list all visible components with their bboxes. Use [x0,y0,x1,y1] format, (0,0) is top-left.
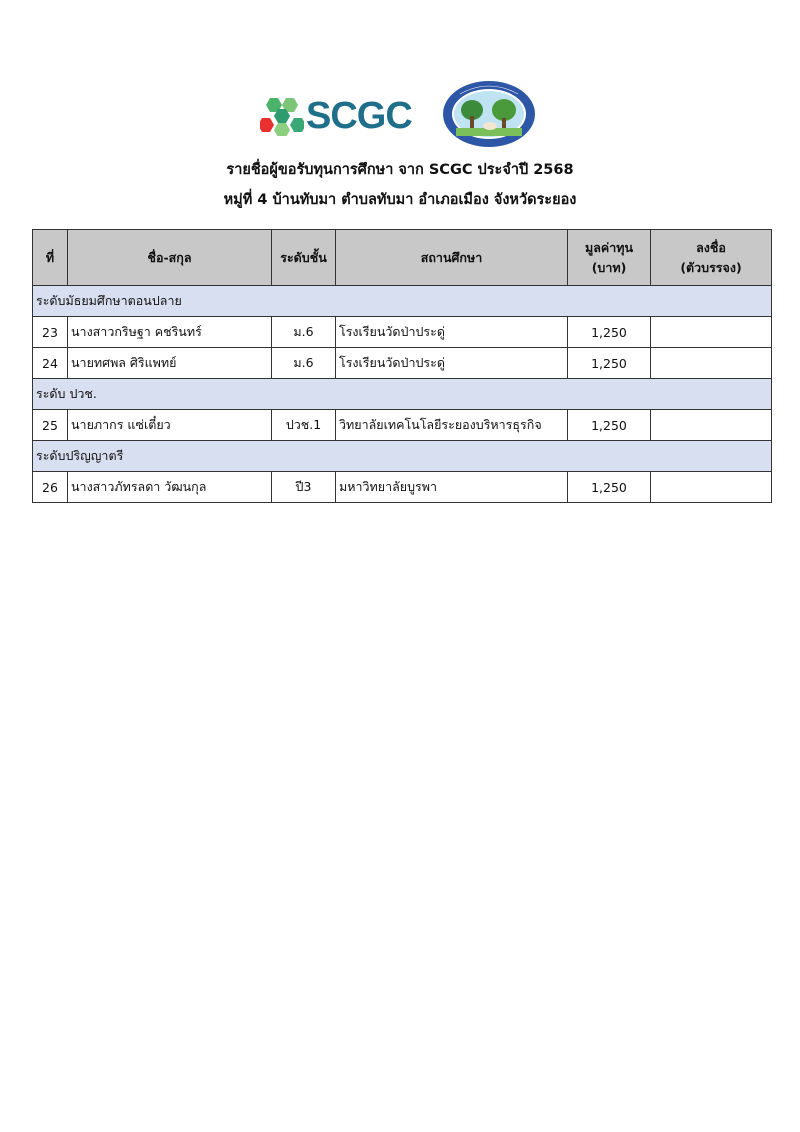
scholarship-amount: 1,250 [568,348,651,379]
document-subtitle: หมู่ที่ 4 บ้านทับมา ตำบลทับมา อำเภอเมือง จังหวัดระยอง [223,192,577,208]
student-level: ม.6 [272,317,336,348]
scgc-logo-mark-icon [260,96,304,136]
table-header-row [33,230,772,286]
scholarship-amount: 1,250 [568,410,651,441]
signature-cell [651,410,772,441]
student-name: นายทศพล ศิริแพทย์ [68,348,272,379]
section-label: ระดับปริญญาตรี [33,441,772,472]
column-header-signature-line1: ลงชื่อ [696,239,726,255]
scholarship-amount: 1,250 [568,317,651,348]
student-level: ปวช.1 [272,410,336,441]
table-row [33,472,772,503]
scholarship-amount: 1,250 [568,472,651,503]
row-number: 23 [33,317,68,348]
column-header-signature-line2: (ตัวบรรจง) [680,259,742,275]
student-school: โรงเรียนวัดป่าประดู่ [336,317,568,348]
student-level: ปี3 [272,472,336,503]
column-header-no: ที่ [33,230,68,286]
student-name: นางสาวกริษฐา คชรินทร์ [68,317,272,348]
column-header-amount-line2: (บาท) [591,259,627,275]
section-row [33,379,772,410]
document-title: รายชื่อผู้ขอรับทุนการศึกษา จาก SCGC ประจำปี 2568 [226,162,574,178]
section-label: ระดับ ปวช. [33,379,772,410]
row-number: 25 [33,410,68,441]
column-header-name: ชื่อ-สกุล [68,230,272,286]
column-header-amount-line1: มูลค่าทุน [584,239,634,255]
scholarship-table [32,229,772,503]
column-header-signature [651,230,772,286]
logos-header [0,80,800,150]
scgc-logo [260,96,430,136]
table-row [33,410,772,441]
signature-cell [651,317,772,348]
row-number: 24 [33,348,68,379]
column-header-school: สถานศึกษา [336,230,568,286]
student-school: วิทยาลัยเทคโนโลยีระยองบริหารธุรกิจ [336,410,568,441]
section-row [33,441,772,472]
section-label: ระดับมัธยมศึกษาตอนปลาย [33,286,772,317]
table-row [33,348,772,379]
column-header-amount [568,230,651,286]
student-name: นางสาวภัทรลดา วัฒนกุล [68,472,272,503]
signature-cell [651,348,772,379]
student-name: นายภากร แซ่เตี๋ยว [68,410,272,441]
student-school: มหาวิทยาลัยบูรพา [336,472,568,503]
section-row [33,286,772,317]
table-row [33,317,772,348]
column-header-level: ระดับชั้น [272,230,336,286]
scgc-logo-text: SCGC [306,95,412,137]
signature-cell [651,472,772,503]
row-number: 26 [33,472,68,503]
municipality-seal-icon [442,80,536,148]
student-school: โรงเรียนวัดป่าประดู่ [336,348,568,379]
student-level: ม.6 [272,348,336,379]
